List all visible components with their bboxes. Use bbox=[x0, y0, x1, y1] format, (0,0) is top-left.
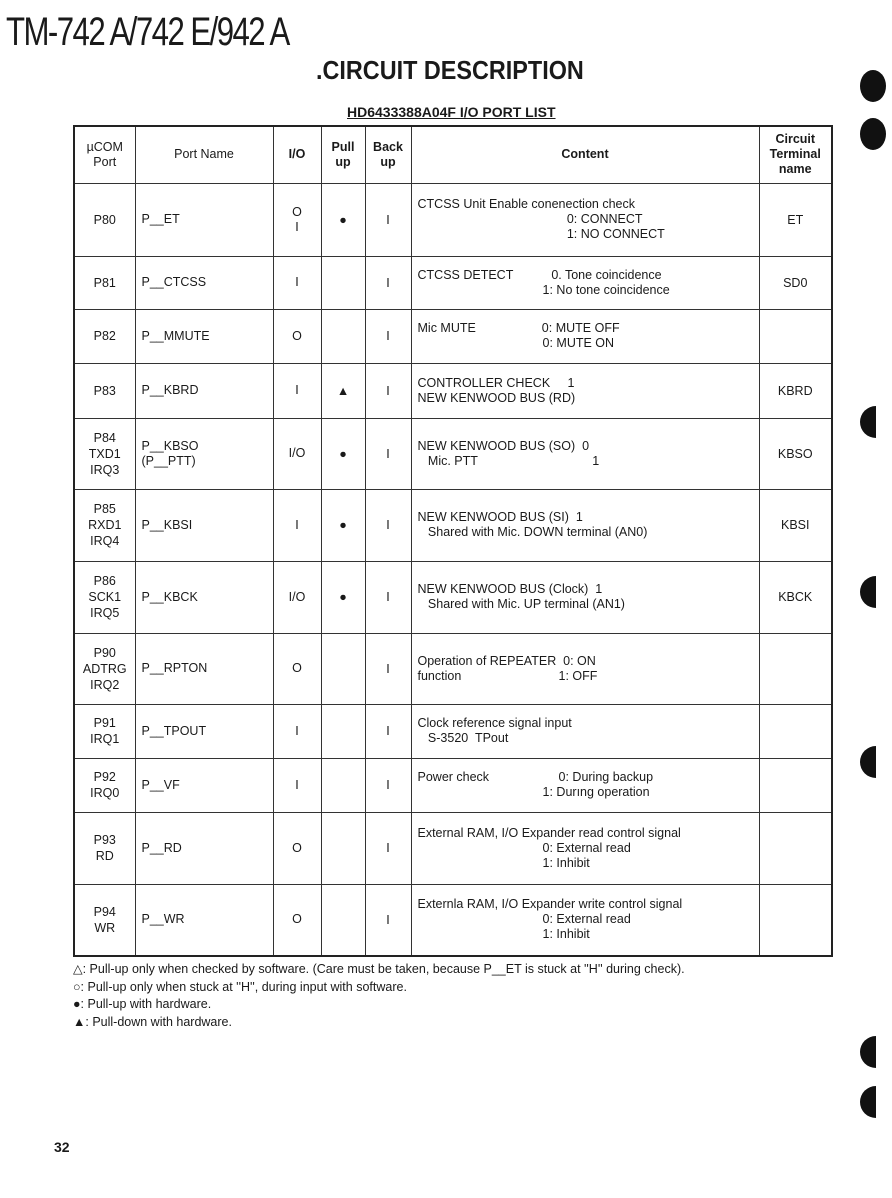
port-name-cell bbox=[135, 309, 273, 363]
content-line: Power check 0: During backup bbox=[417, 770, 654, 784]
port-line: P80 bbox=[93, 212, 116, 227]
port-cell bbox=[74, 633, 135, 704]
content-line: S-3520 TPout bbox=[417, 731, 509, 745]
port-line: P86 bbox=[93, 574, 116, 588]
table-row bbox=[74, 704, 832, 758]
port-name-cell bbox=[135, 884, 273, 956]
name-line: P__ET bbox=[141, 212, 180, 226]
table-row bbox=[74, 812, 832, 884]
binder-hole bbox=[860, 70, 886, 102]
port-line: SCK1 bbox=[88, 590, 122, 604]
content-cell bbox=[411, 489, 759, 561]
port-name-cell bbox=[135, 812, 273, 884]
io-cell: O bbox=[273, 884, 321, 956]
section-title: .CIRCUIT DESCRIPTION bbox=[316, 55, 584, 85]
port-line: P91 bbox=[93, 716, 116, 730]
content-cell bbox=[411, 633, 759, 704]
port-line: P94 bbox=[93, 904, 116, 919]
back-up-cell: I bbox=[365, 309, 411, 363]
table-row bbox=[74, 884, 832, 956]
port-name-cell bbox=[135, 758, 273, 812]
port-line: P82 bbox=[93, 329, 116, 343]
terminal-cell: KBRD bbox=[759, 363, 832, 418]
header-io: I/O bbox=[273, 126, 321, 183]
back-up-cell: I bbox=[365, 704, 411, 758]
back-up-cell: I bbox=[365, 418, 411, 489]
back-up-cell: I bbox=[365, 758, 411, 812]
table-row bbox=[74, 489, 832, 561]
port-line: P81 bbox=[93, 275, 116, 290]
content-line: Clock reference signal input bbox=[417, 716, 572, 730]
name-line: P__KBSO bbox=[141, 438, 199, 453]
pull-up-cell: ● bbox=[321, 418, 365, 489]
table-row bbox=[74, 418, 832, 489]
binder-hole bbox=[860, 576, 876, 608]
back-up-cell: I bbox=[365, 489, 411, 561]
back-up-cell: I bbox=[365, 183, 411, 256]
port-line: P84 bbox=[93, 430, 116, 445]
port-name-cell bbox=[135, 418, 273, 489]
terminal-cell: KBSO bbox=[759, 418, 832, 489]
legend-item: △: Pull-up only when checked by software. (Care must be taken, because P__ET is stuck at ''H'' during check). bbox=[73, 962, 685, 976]
io-cell: I bbox=[273, 363, 321, 418]
port-line: TXD1 bbox=[88, 446, 121, 461]
header-port: µCOM Port bbox=[74, 126, 135, 183]
header-port-name: Port Name bbox=[135, 126, 273, 183]
content-line: 0: CONNECT bbox=[417, 212, 643, 226]
port-line: IRQ5 bbox=[90, 606, 120, 620]
port-cell bbox=[74, 363, 135, 418]
name-line: P__KBRD bbox=[141, 383, 199, 397]
back-up-cell: I bbox=[365, 363, 411, 418]
table-subtitle: HD6433388A04F I/O PORT LIST bbox=[347, 104, 556, 120]
binder-hole bbox=[860, 746, 876, 778]
content-cell bbox=[411, 561, 759, 633]
pull-up-cell bbox=[321, 256, 365, 309]
binder-hole bbox=[860, 1036, 876, 1068]
content-line: CTCSS Unit Enable conenection check bbox=[417, 197, 635, 211]
pull-up-cell bbox=[321, 704, 365, 758]
terminal-cell bbox=[759, 884, 832, 956]
port-line: P85 bbox=[93, 502, 116, 516]
io-cell: I bbox=[273, 758, 321, 812]
port-line: IRQ4 bbox=[90, 534, 120, 548]
back-up-cell: I bbox=[365, 561, 411, 633]
port-cell bbox=[74, 812, 135, 884]
back-up-cell: I bbox=[365, 633, 411, 704]
table-row bbox=[74, 758, 832, 812]
back-up-cell: I bbox=[365, 884, 411, 956]
port-line: P90 bbox=[93, 645, 116, 660]
io-cell: I/O bbox=[273, 561, 321, 633]
content-cell bbox=[411, 758, 759, 812]
content-line: 1: NO CONNECT bbox=[417, 227, 665, 241]
port-cell bbox=[74, 704, 135, 758]
content-line: CTCSS DETECT 0. Tone coincidence bbox=[417, 267, 662, 282]
port-name-cell bbox=[135, 489, 273, 561]
content-cell bbox=[411, 884, 759, 956]
legend bbox=[73, 961, 685, 1031]
port-line: P92 bbox=[93, 770, 116, 784]
io-cell: I/O bbox=[273, 418, 321, 489]
pull-up-cell bbox=[321, 884, 365, 956]
port-line: P93 bbox=[93, 833, 116, 847]
port-line: IRQ0 bbox=[90, 786, 120, 800]
name-line: P__KBSI bbox=[141, 517, 193, 532]
name-line: P__RPTON bbox=[141, 661, 208, 675]
port-line: P83 bbox=[93, 383, 116, 398]
name-line: P__TPOUT bbox=[141, 723, 207, 738]
content-line: 1: Inhibit bbox=[417, 927, 590, 942]
port-line: WR bbox=[94, 920, 116, 935]
content-line: Operation of REPEATER 0: ON bbox=[417, 653, 596, 668]
terminal-cell bbox=[759, 704, 832, 758]
io-port-table bbox=[73, 125, 833, 957]
terminal-cell: SD0 bbox=[759, 256, 832, 309]
content-line: 0: External read bbox=[417, 840, 631, 855]
content-line: Externla RAM, I/O Expander write control signal bbox=[417, 897, 683, 912]
content-cell bbox=[411, 256, 759, 309]
header-pull-up: Pull up bbox=[321, 126, 365, 183]
io-cell: I bbox=[273, 704, 321, 758]
port-cell bbox=[74, 758, 135, 812]
content-line: NEW KENWOOD BUS (Clock) 1 bbox=[417, 582, 603, 596]
binder-hole bbox=[860, 118, 886, 150]
io-cell: I bbox=[273, 489, 321, 561]
table-row bbox=[74, 561, 832, 633]
content-line: External RAM, I/O Expander read control signal bbox=[417, 825, 681, 840]
content-line: 1: Inhibit bbox=[417, 855, 590, 870]
port-line: RD bbox=[95, 849, 114, 863]
back-up-cell: I bbox=[365, 812, 411, 884]
pull-up-cell bbox=[321, 812, 365, 884]
port-cell bbox=[74, 309, 135, 363]
io-cell: O bbox=[273, 812, 321, 884]
name-line: (P__PTT) bbox=[141, 453, 196, 468]
port-name-cell bbox=[135, 256, 273, 309]
io-cell: O I bbox=[273, 183, 321, 256]
port-line: ADTRG bbox=[82, 661, 127, 676]
model-title: TM-742 A/742 E/942 A bbox=[6, 10, 289, 54]
port-cell bbox=[74, 418, 135, 489]
port-cell bbox=[74, 489, 135, 561]
port-name-cell bbox=[135, 363, 273, 418]
name-line: P__VF bbox=[141, 777, 180, 792]
table-row bbox=[74, 183, 832, 256]
content-cell bbox=[411, 418, 759, 489]
port-line: IRQ2 bbox=[90, 677, 120, 692]
header-back-up: Back up bbox=[365, 126, 411, 183]
content-cell bbox=[411, 363, 759, 418]
legend-item: ○: Pull-up only when stuck at ''H'', during input with software. bbox=[73, 979, 407, 994]
table-row bbox=[74, 256, 832, 309]
table-row bbox=[74, 309, 832, 363]
name-line: P__RD bbox=[141, 840, 182, 855]
table-row bbox=[74, 633, 832, 704]
name-line: P__MMUTE bbox=[141, 328, 210, 343]
name-line: P__WR bbox=[141, 912, 185, 927]
content-line: 0: External read bbox=[417, 912, 631, 927]
terminal-cell bbox=[759, 309, 832, 363]
legend-item: ▲: Pull-down with hardware. bbox=[73, 1014, 232, 1029]
io-cell: I bbox=[273, 256, 321, 309]
content-line: Shared with Mic. UP terminal (AN1) bbox=[417, 597, 625, 611]
io-cell: O bbox=[273, 309, 321, 363]
content-line: CONTROLLER CHECK 1 bbox=[417, 375, 575, 390]
port-line: IRQ1 bbox=[90, 732, 120, 746]
back-up-cell: I bbox=[365, 256, 411, 309]
pull-up-cell: ● bbox=[321, 561, 365, 633]
content-line: NEW KENWOOD BUS (SI) 1 bbox=[417, 510, 583, 524]
content-line: 1: Durıng operation bbox=[417, 785, 650, 799]
port-cell bbox=[74, 183, 135, 256]
content-line: Mic. PTT 1 bbox=[417, 453, 600, 468]
port-line: IRQ3 bbox=[90, 462, 120, 477]
port-name-cell bbox=[135, 183, 273, 256]
terminal-cell bbox=[759, 758, 832, 812]
name-line: P__KBCK bbox=[141, 589, 198, 604]
io-cell: O bbox=[273, 633, 321, 704]
page-number: 32 bbox=[54, 1139, 70, 1155]
terminal-cell: KBCK bbox=[759, 561, 832, 633]
content-cell bbox=[411, 704, 759, 758]
port-name-cell bbox=[135, 561, 273, 633]
pull-up-cell bbox=[321, 309, 365, 363]
pull-up-cell: ● bbox=[321, 183, 365, 256]
content-line: Mic MUTE 0: MUTE OFF bbox=[417, 321, 620, 335]
content-cell bbox=[411, 183, 759, 256]
content-line: NEW KENWOOD BUS (RD) bbox=[417, 390, 576, 405]
pull-up-cell bbox=[321, 758, 365, 812]
binder-hole bbox=[860, 1086, 876, 1118]
name-line: P__CTCSS bbox=[141, 275, 207, 289]
port-name-cell bbox=[135, 704, 273, 758]
terminal-cell bbox=[759, 812, 832, 884]
content-line: NEW KENWOOD BUS (SO) 0 bbox=[417, 438, 590, 453]
port-cell bbox=[74, 256, 135, 309]
binder-hole bbox=[860, 406, 876, 438]
content-cell bbox=[411, 309, 759, 363]
terminal-cell bbox=[759, 633, 832, 704]
pull-up-cell bbox=[321, 633, 365, 704]
terminal-cell: KBSI bbox=[759, 489, 832, 561]
pull-up-cell: ▲ bbox=[321, 363, 365, 418]
table-body bbox=[74, 183, 832, 956]
table-row bbox=[74, 363, 832, 418]
content-line: 1: No tone coincidence bbox=[417, 282, 670, 297]
port-cell bbox=[74, 561, 135, 633]
legend-item: ●: Pull-up with hardware. bbox=[73, 997, 212, 1011]
content-line: 0: MUTE ON bbox=[417, 336, 615, 350]
port-cell bbox=[74, 884, 135, 956]
terminal-cell: ET bbox=[759, 183, 832, 256]
content-cell bbox=[411, 812, 759, 884]
content-line: Shared with Mic. DOWN terminal (AN0) bbox=[417, 525, 648, 539]
port-line: RXD1 bbox=[88, 518, 122, 532]
header-content: Content bbox=[411, 126, 759, 183]
header-terminal: Circuit Terminal name bbox=[759, 126, 832, 183]
content-line: function 1: OFF bbox=[417, 668, 598, 683]
port-name-cell bbox=[135, 633, 273, 704]
pull-up-cell: ● bbox=[321, 489, 365, 561]
